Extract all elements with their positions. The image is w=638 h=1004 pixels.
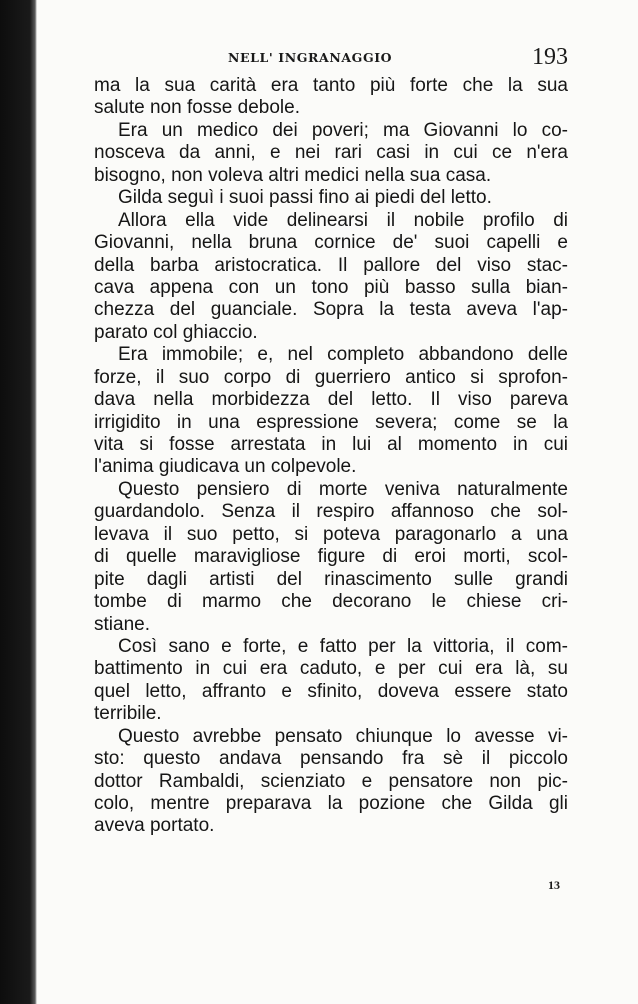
- book-binding-shadow: [0, 0, 37, 1004]
- page-header: [228, 44, 568, 72]
- text-line: Questo pensiero di morte veniva naturalmente: [118, 478, 568, 500]
- text-line: dottor Rambaldi, scienziato e pensatore non pic-: [94, 770, 568, 792]
- text-line: ma la sua carità era tanto più forte che la sua: [94, 75, 568, 96]
- text-line: guardandolo. Senza il respiro affannoso che sol-: [94, 501, 568, 523]
- text-line: Giovanni, nella bruna cornice de' suoi capelli e: [94, 232, 568, 254]
- text-line: della barba aristocratica. Il pallore del viso stac-: [94, 254, 568, 276]
- text-line: quel letto, affranto e sfinito, doveva essere stato: [94, 680, 568, 702]
- running-head: NELL' INGRANAGGIO: [228, 50, 393, 65]
- text-line: nosceva da anni, e nei rari casi in cui ce n'era: [94, 142, 568, 164]
- text-line: Allora ella vide delinearsi il nobile profilo di: [118, 209, 568, 231]
- text-line: cava appena con un tono più basso sulla bian-: [94, 276, 568, 298]
- text-line: pite dagli artisti del rinascimento sulle grandi: [94, 568, 568, 590]
- text-line: battimento in cui era caduto, e per cui era là, su: [94, 658, 568, 680]
- text-line: bisogno, non voleva altri medici nella sua casa.: [94, 164, 492, 186]
- text-line: terribile.: [94, 703, 162, 725]
- text-line: l'anima giudicava un colpevole.: [94, 456, 357, 478]
- text-line: sto: questo andava pensando fra sè il piccolo: [94, 748, 568, 770]
- text-line: parato col ghiaccio.: [94, 321, 258, 343]
- text-line: irrigidito in una espressione severa; come se la: [94, 411, 568, 433]
- text-line: di quelle maravigliose figure di eroi morti, scol-: [94, 546, 568, 568]
- text-line: dava nella morbidezza del letto. Il viso pareva: [94, 389, 568, 411]
- text-line: Gilda seguì i suoi passi fino ai piedi del letto.: [118, 187, 492, 209]
- text-line: vita si fosse arrestata in lui al momento in cui: [94, 434, 568, 455]
- text-line: aveva portato.: [94, 815, 215, 837]
- text-line: chezza del guanciale. Sopra la testa aveva l'ap-: [94, 299, 568, 321]
- text-line: levava il suo petto, si poteva paragonarlo a una: [94, 523, 568, 545]
- body-text: [94, 75, 568, 838]
- text-line: Questo avrebbe pensato chiunque lo avesse vi-: [118, 725, 568, 747]
- text-line: tombe di marmo che decorano le chiese cri-: [94, 591, 568, 613]
- text-line: colo, mentre preparava la pozione che Gilda gli: [94, 793, 568, 814]
- text-line: Così sano e forte, e fatto per la vittoria, il com-: [118, 635, 568, 657]
- text-line: Era un medico dei poveri; ma Giovanni lo co-: [118, 119, 568, 141]
- signature-mark: 13: [548, 878, 560, 892]
- text-line: stiane.: [94, 613, 150, 635]
- text-line: Era immobile; e, nel completo abbandono delle: [118, 344, 568, 366]
- text-line: forze, il suo corpo di guerriero antico si sprofon-: [94, 366, 568, 388]
- page-number: 193: [532, 44, 568, 70]
- text-line: salute non fosse debole.: [94, 97, 300, 119]
